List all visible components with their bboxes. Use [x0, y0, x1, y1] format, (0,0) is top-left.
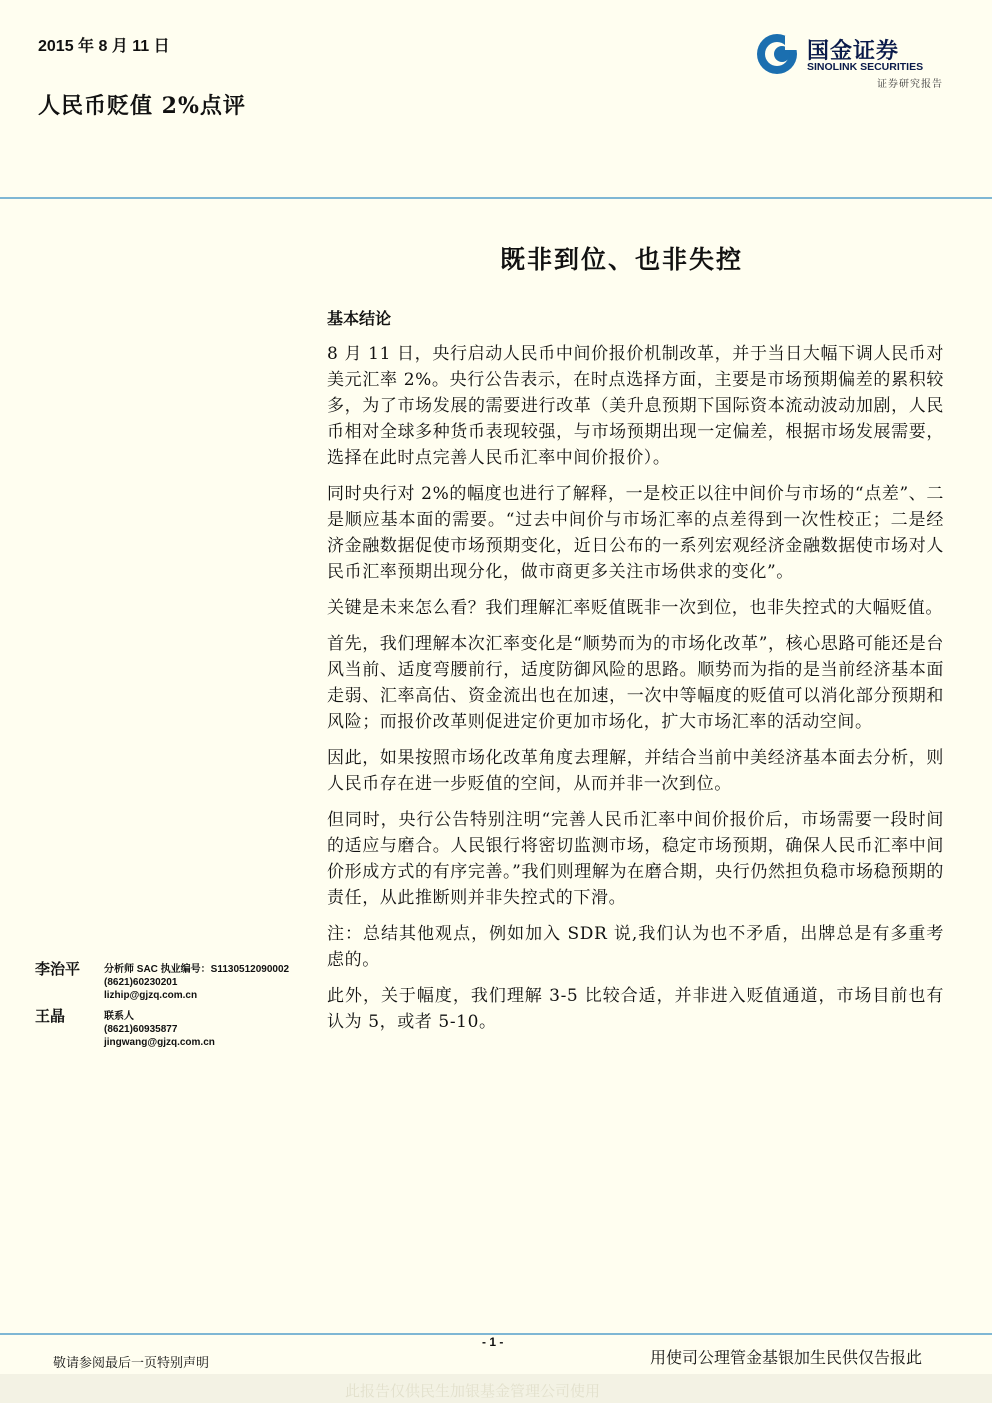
logo-name-en: SINOLINK SECURITIES — [807, 61, 924, 73]
paragraph: 因此，如果按照市场化改革角度去理解，并结合当前中美经济基本面去分析，则人民币存在进一步贬值的空间，从而并非一次到位。 — [327, 748, 944, 794]
analyst-email[interactable]: lizhip@gjzq.com.cn — [104, 990, 198, 1001]
contact-name: 王晶 — [35, 1007, 66, 1025]
paragraph: 8 月 11 日，央行启动人民币中间价报价机制改革，并于当日大幅下调人民币对美元汇率 2%。央行公告表示，在时点选择方面，主要是市场预期偏差的累积较多，为了市场发展的需要进行改革（美升息预期下国际资本流动波动加剧，人民币相对全球多种货币表现较强，与市场预期出现一定偏差，根据市场发展需要，选择在此时点完善人民币汇率中间价报价）。 — [327, 344, 944, 468]
contact-details — [104, 1010, 215, 1049]
paragraph: 同时央行对 2%的幅度也进行了解释，一是校正以往中间价与市场的“点差”、二是顺应基本面的需要。“过去中间价与市场汇率的点差得到一次性校正；二是经济金融数据促使市场预期变化，近日公布的一系列宏观经济金融数据使市场对人民币汇率预期出现分化，做市商更多关注市场供求的变化”。 — [327, 484, 944, 582]
logo-subtitle: 证券研究报告 — [877, 79, 943, 90]
sinolink-logo — [755, 32, 945, 92]
analyst-contact — [104, 963, 289, 1002]
report-date: 2015 年 8 月 11 日 — [38, 38, 170, 55]
contact-email[interactable]: jingwang@gjzq.com.cn — [104, 1037, 215, 1048]
footer-usage-note: 用使司公理管金基银加生民供仅告报此 — [650, 1348, 923, 1367]
contact-phone: (8621)60935877 — [104, 1024, 178, 1035]
paragraph: 首先，我们理解本次汇率变化是“顺势而为的市场化改革”，核心思路可能还是台风当前、适度弯腰前行，适度防御风险的思路。顺势而为指的是当前经济基本面走弱、汇率高估、资金流出也在加速，一次中等幅度的贬值可以消化部分预期和风险；而报价改革则促进定价更加市场化，扩大市场汇率的活动空间。 — [327, 634, 944, 732]
report-subject: 人民币贬值 2%点评 — [38, 93, 246, 119]
paragraph: 此外，关于幅度，我们理解 3-5 比较合适，并非进入贬值通道，市场目前也有认为 5，或者 5-10。 — [327, 986, 944, 1032]
logo-name-cn: 国金证券 — [807, 39, 900, 64]
section-heading: 基本结论 — [327, 309, 392, 328]
paragraph: 注：总结其他观点，例如加入 SDR 说,我们认为也不矛盾，出牌总是有多重考虑的。 — [327, 924, 944, 970]
report-body — [327, 341, 944, 1045]
document-title: 既非到位、也非失控 — [500, 245, 744, 274]
analyst-phone: (8621)60230201 — [104, 977, 178, 988]
contact-role: 联系人 — [104, 1011, 134, 1022]
header-divider — [0, 197, 992, 199]
paragraph: 但同时，央行公告特别注明“完善人民币汇率中间价报价后，市场需要一段时间的适应与磨合。人民银行将密切监测市场，稳定市场预期，确保人民币汇率中间价形成方式的有序完善。”我们则理解为在磨合期，央行仍然担负稳市场稳预期的责任，从此推断则并非失控式的下滑。 — [327, 810, 944, 908]
watermark-text: 此报告仅供民生加银基金管理公司使用 — [345, 1382, 601, 1400]
footer-disclaimer: 敬请参阅最后一页特别声明 — [53, 1356, 210, 1371]
analyst-name: 李治平 — [35, 960, 81, 978]
paragraph: 关键是未来怎么看？我们理解汇率贬值既非一次到位，也非失控式的大幅贬值。 — [327, 598, 943, 618]
sinolink-logo-mark-icon — [755, 32, 799, 76]
page-number: - 1 - — [482, 1335, 504, 1349]
analyst-sac-id: 分析师 SAC 执业编号：S1130512090002 — [104, 964, 290, 975]
